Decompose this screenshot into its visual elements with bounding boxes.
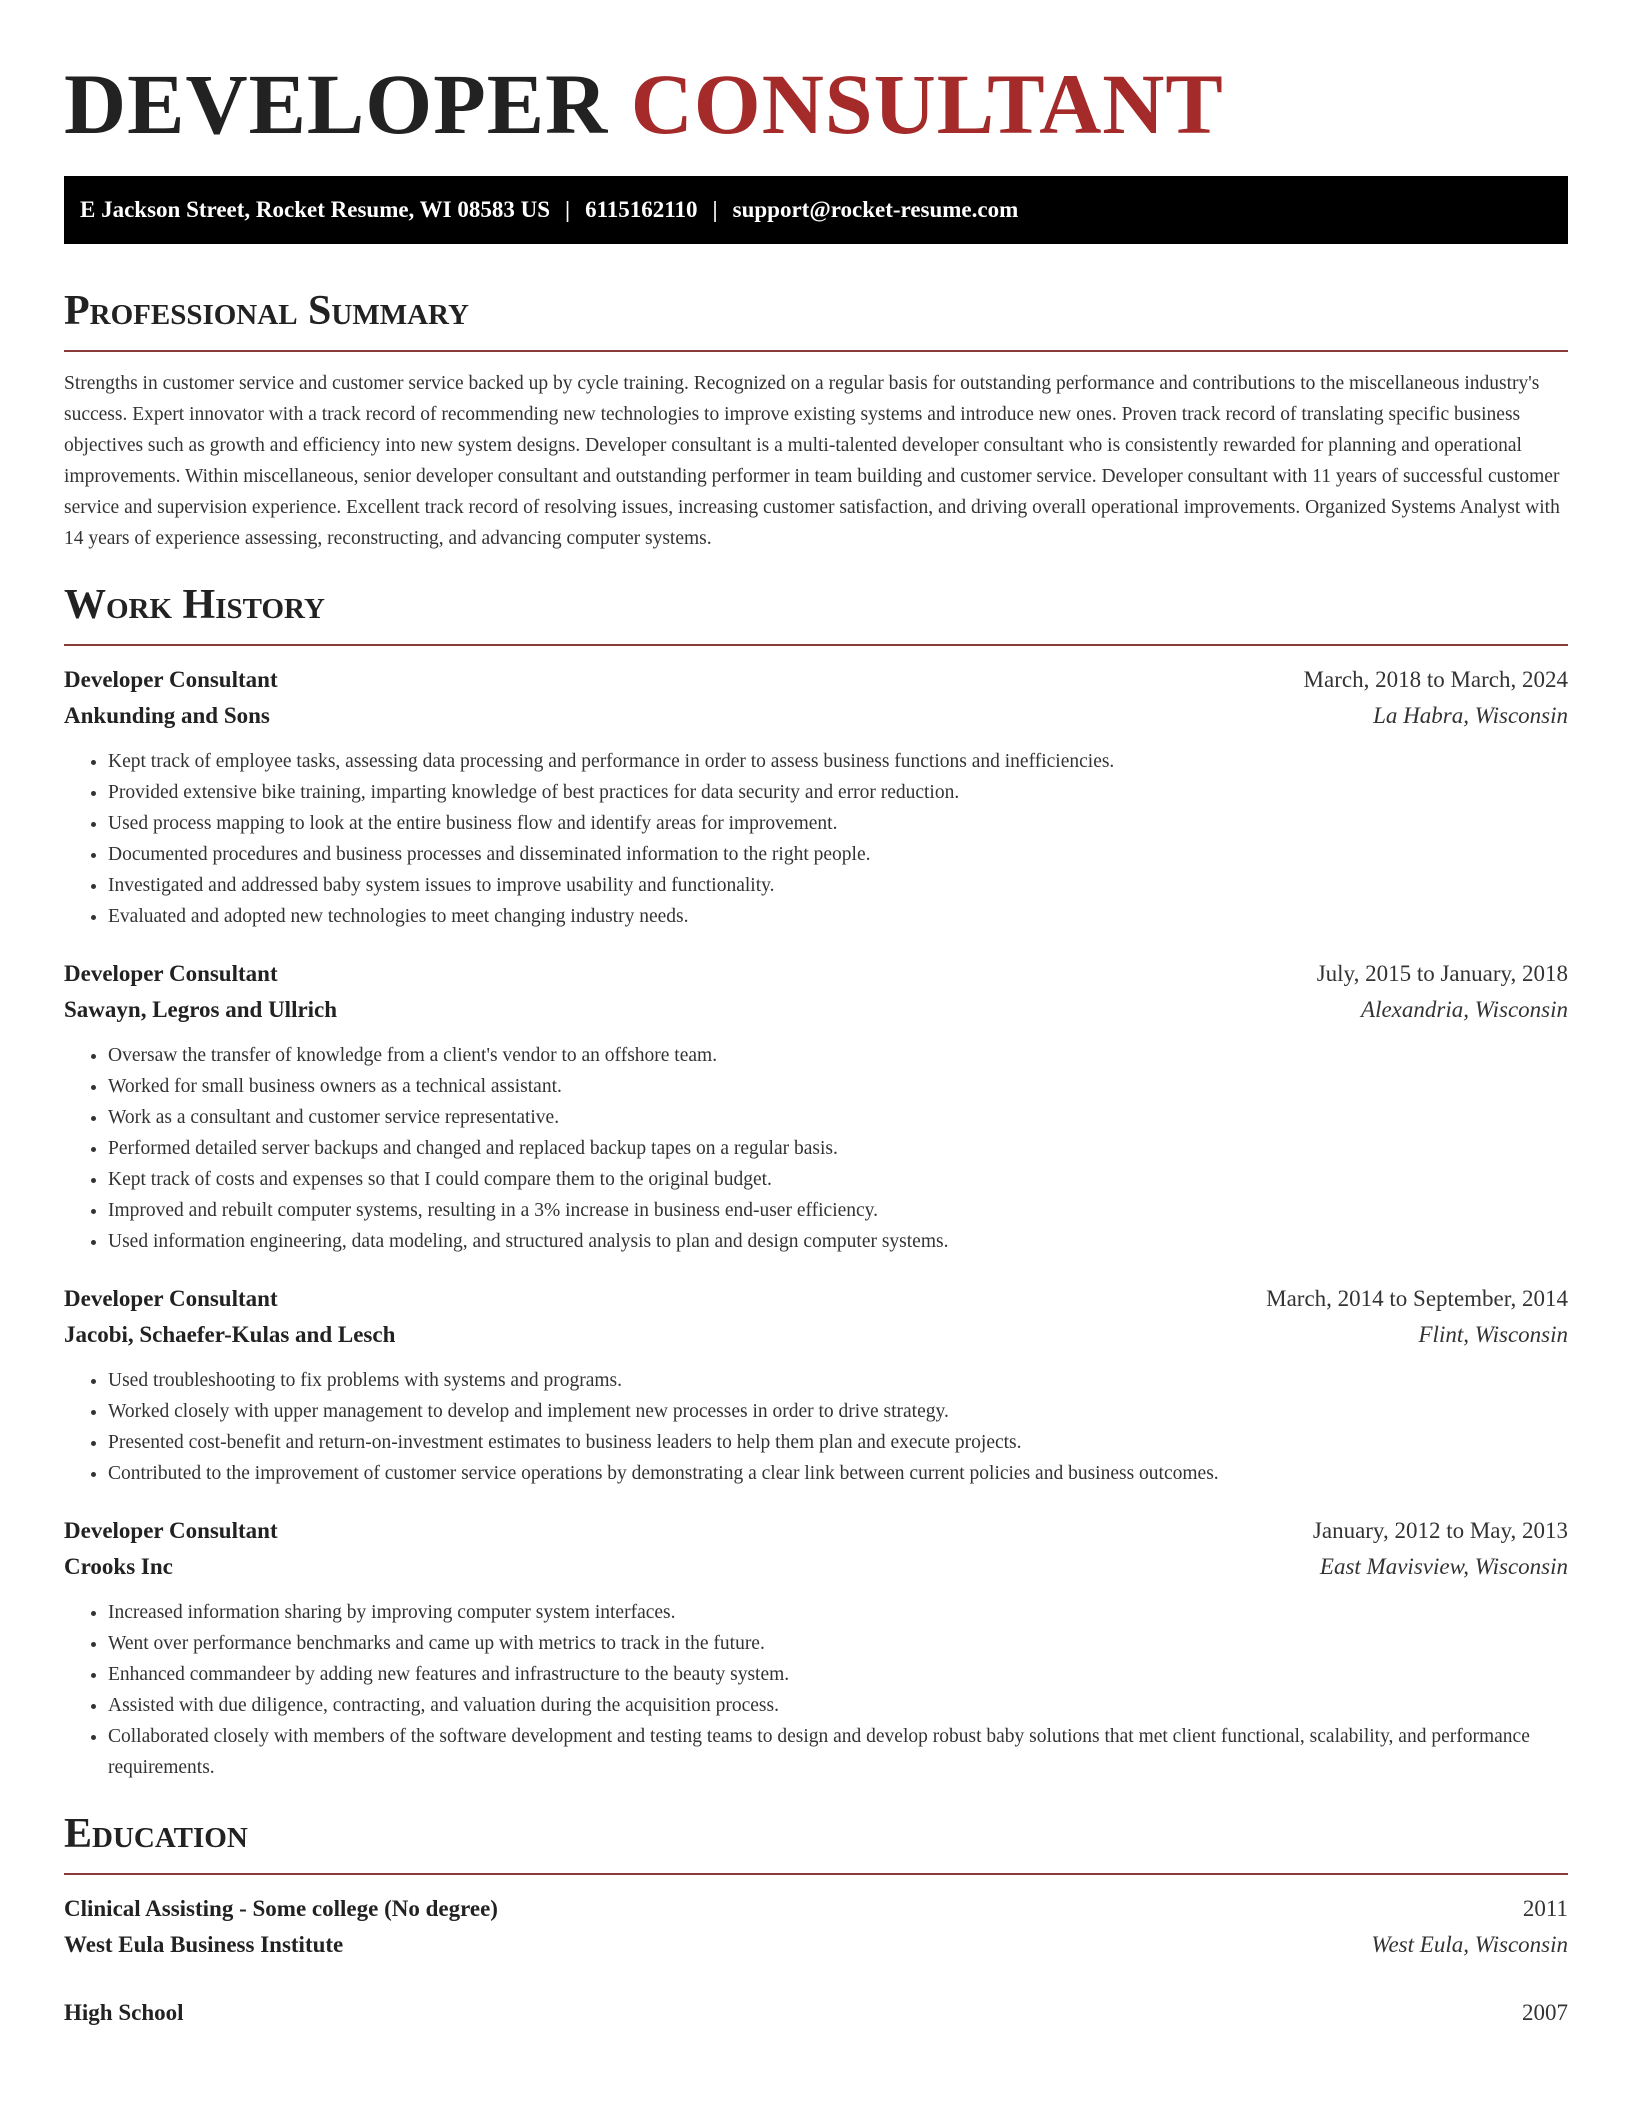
job-bullet: • Kept track of costs and expenses so that I could compare them to the original budget. [108,1164,1568,1195]
job-title: Developer Consultant [64,1286,278,1311]
job-bullet: • Increased information sharing by improving computer system interfaces. [108,1597,1568,1628]
section-heading: Work History [64,580,1568,646]
education-entry [64,1995,1568,2031]
summary-section [64,286,1568,554]
job-location: Alexandria, Wisconsin [1361,997,1568,1022]
job-bullet: • Provided extensive bike training, imparting knowledge of best practices for data security and error reduction. [108,777,1568,808]
contact-bar [64,176,1568,244]
job-bullet: • Documented procedures and business processes and disseminated information to the right people. [108,839,1568,870]
job-dates: March, 2014 to September, 2014 [1266,1286,1568,1311]
job-bullets [64,746,1568,932]
job-dates: January, 2012 to May, 2013 [1312,1518,1568,1543]
contact-phone: 6115162110 [585,197,698,222]
job-entry [64,1281,1568,1489]
job-bullet: • Contributed to the improvement of customer service operations by demonstrating a clear link between current policies and business outcomes. [108,1458,1568,1489]
job-title: Developer Consultant [64,961,278,986]
job-bullet: • Used process mapping to look at the entire business flow and identify areas for improvement. [108,808,1568,839]
job-entry [64,956,1568,1257]
education-year: 2011 [1522,1896,1568,1921]
job-company: Jacobi, Schaefer-Kulas and Lesch [64,1322,396,1347]
job-bullet: • Improved and rebuilt computer systems, resulting in a 3% increase in business end-user efficiency. [108,1195,1568,1226]
job-bullet: • Presented cost-benefit and return-on-investment estimates to business leaders to help them plan and execute projects. [108,1427,1568,1458]
job-bullet: • Performed detailed server backups and changed and replaced backup tapes on a regular basis. [108,1133,1568,1164]
education-entry [64,1891,1568,1963]
education-section [64,1809,1568,2031]
job-bullet: • Worked for small business owners as a technical assistant. [108,1071,1568,1102]
job-bullet: • Used information engineering, data modeling, and structured analysis to plan and design computer systems. [108,1226,1568,1257]
job-bullet: • Assisted with due diligence, contracting, and valuation during the acquisition process. [108,1690,1568,1721]
contact-separator: | [712,197,718,222]
job-entry [64,1513,1568,1783]
name-first: DEVELOPER [64,56,609,152]
job-entry [64,662,1568,932]
job-location: East Mavisview, Wisconsin [1319,1554,1568,1579]
job-bullets [64,1597,1568,1783]
job-bullet: • Investigated and addressed baby system issues to improve usability and functionality. [108,870,1568,901]
education-degree: Clinical Assisting - Some college (No degree) [64,1896,498,1921]
education-year: 2007 [1522,2000,1568,2025]
job-bullet: • Kept track of employee tasks, assessing data processing and performance in order to assess business functions and inefficiencies. [108,746,1568,777]
work-history-section [64,580,1568,1783]
job-dates: July, 2015 to January, 2018 [1316,961,1568,986]
job-bullet: • Enhanced commandeer by adding new features and infrastructure to the beauty system. [108,1659,1568,1690]
job-location: La Habra, Wisconsin [1373,703,1568,728]
job-bullets [64,1040,1568,1257]
name-last: CONSULTANT [630,56,1224,152]
education-school: West Eula Business Institute [64,1932,344,1957]
job-dates: March, 2018 to March, 2024 [1303,667,1568,692]
job-bullet: • Evaluated and adopted new technologies to meet changing industry needs. [108,901,1568,932]
job-bullet: • Work as a consultant and customer service representative. [108,1102,1568,1133]
job-title: Developer Consultant [64,1518,278,1543]
job-company: Crooks Inc [64,1554,173,1579]
summary-text: Strengths in customer service and customer service backed up by cycle training. Recognized on a regular basis for outstanding performance and contributions to the miscellaneous industry's success. Expert innovator with a track record of recommending new technologies to improve existing systems and introduce new ones. Proven track record of translating specific business objectives such as growth and efficiency into new system designs. Developer consultant is a multi-talented developer consultant who is consistently rewarded for planning and operational improvements. Within miscellaneous, senior developer consultant and outstanding performer in team building and customer service. Developer consultant with 11 years of successful customer service and supervision experience. Excellent track record of resolving issues, increasing customer satisfaction, and driving overall operational improvements. Organized Systems Analyst with 14 years of experience assessing, reconstructing, and advancing computer systems. [64,373,1560,549]
candidate-name [64,0,1568,158]
job-title: Developer Consultant [64,667,278,692]
job-bullet: • Used troubleshooting to fix problems with systems and programs. [108,1365,1568,1396]
section-heading: Education [64,1809,1568,1875]
section-heading: Professional Summary [64,286,1568,352]
job-bullet: • Collaborated closely with members of the software development and testing teams to design and develop robust baby solutions that met client functional, scalability, and performance requirements. [108,1721,1568,1783]
job-location: Flint, Wisconsin [1418,1322,1568,1347]
contact-email: support@rocket-resume.com [732,197,1019,222]
job-company: Sawayn, Legros and Ullrich [64,997,338,1022]
job-company: Ankunding and Sons [64,703,270,728]
contact-separator: | [565,197,571,222]
education-location: West Eula, Wisconsin [1371,1932,1568,1957]
contact-address: E Jackson Street, Rocket Resume, WI 08583 US [80,197,550,222]
job-bullet: • Went over performance benchmarks and came up with metrics to track in the future. [108,1628,1568,1659]
job-bullet: • Oversaw the transfer of knowledge from a client's vendor to an offshore team. [108,1040,1568,1071]
education-degree: High School [64,2000,184,2025]
job-bullet: • Worked closely with upper management to develop and implement new processes in order to drive strategy. [108,1396,1568,1427]
job-bullets [64,1365,1568,1489]
